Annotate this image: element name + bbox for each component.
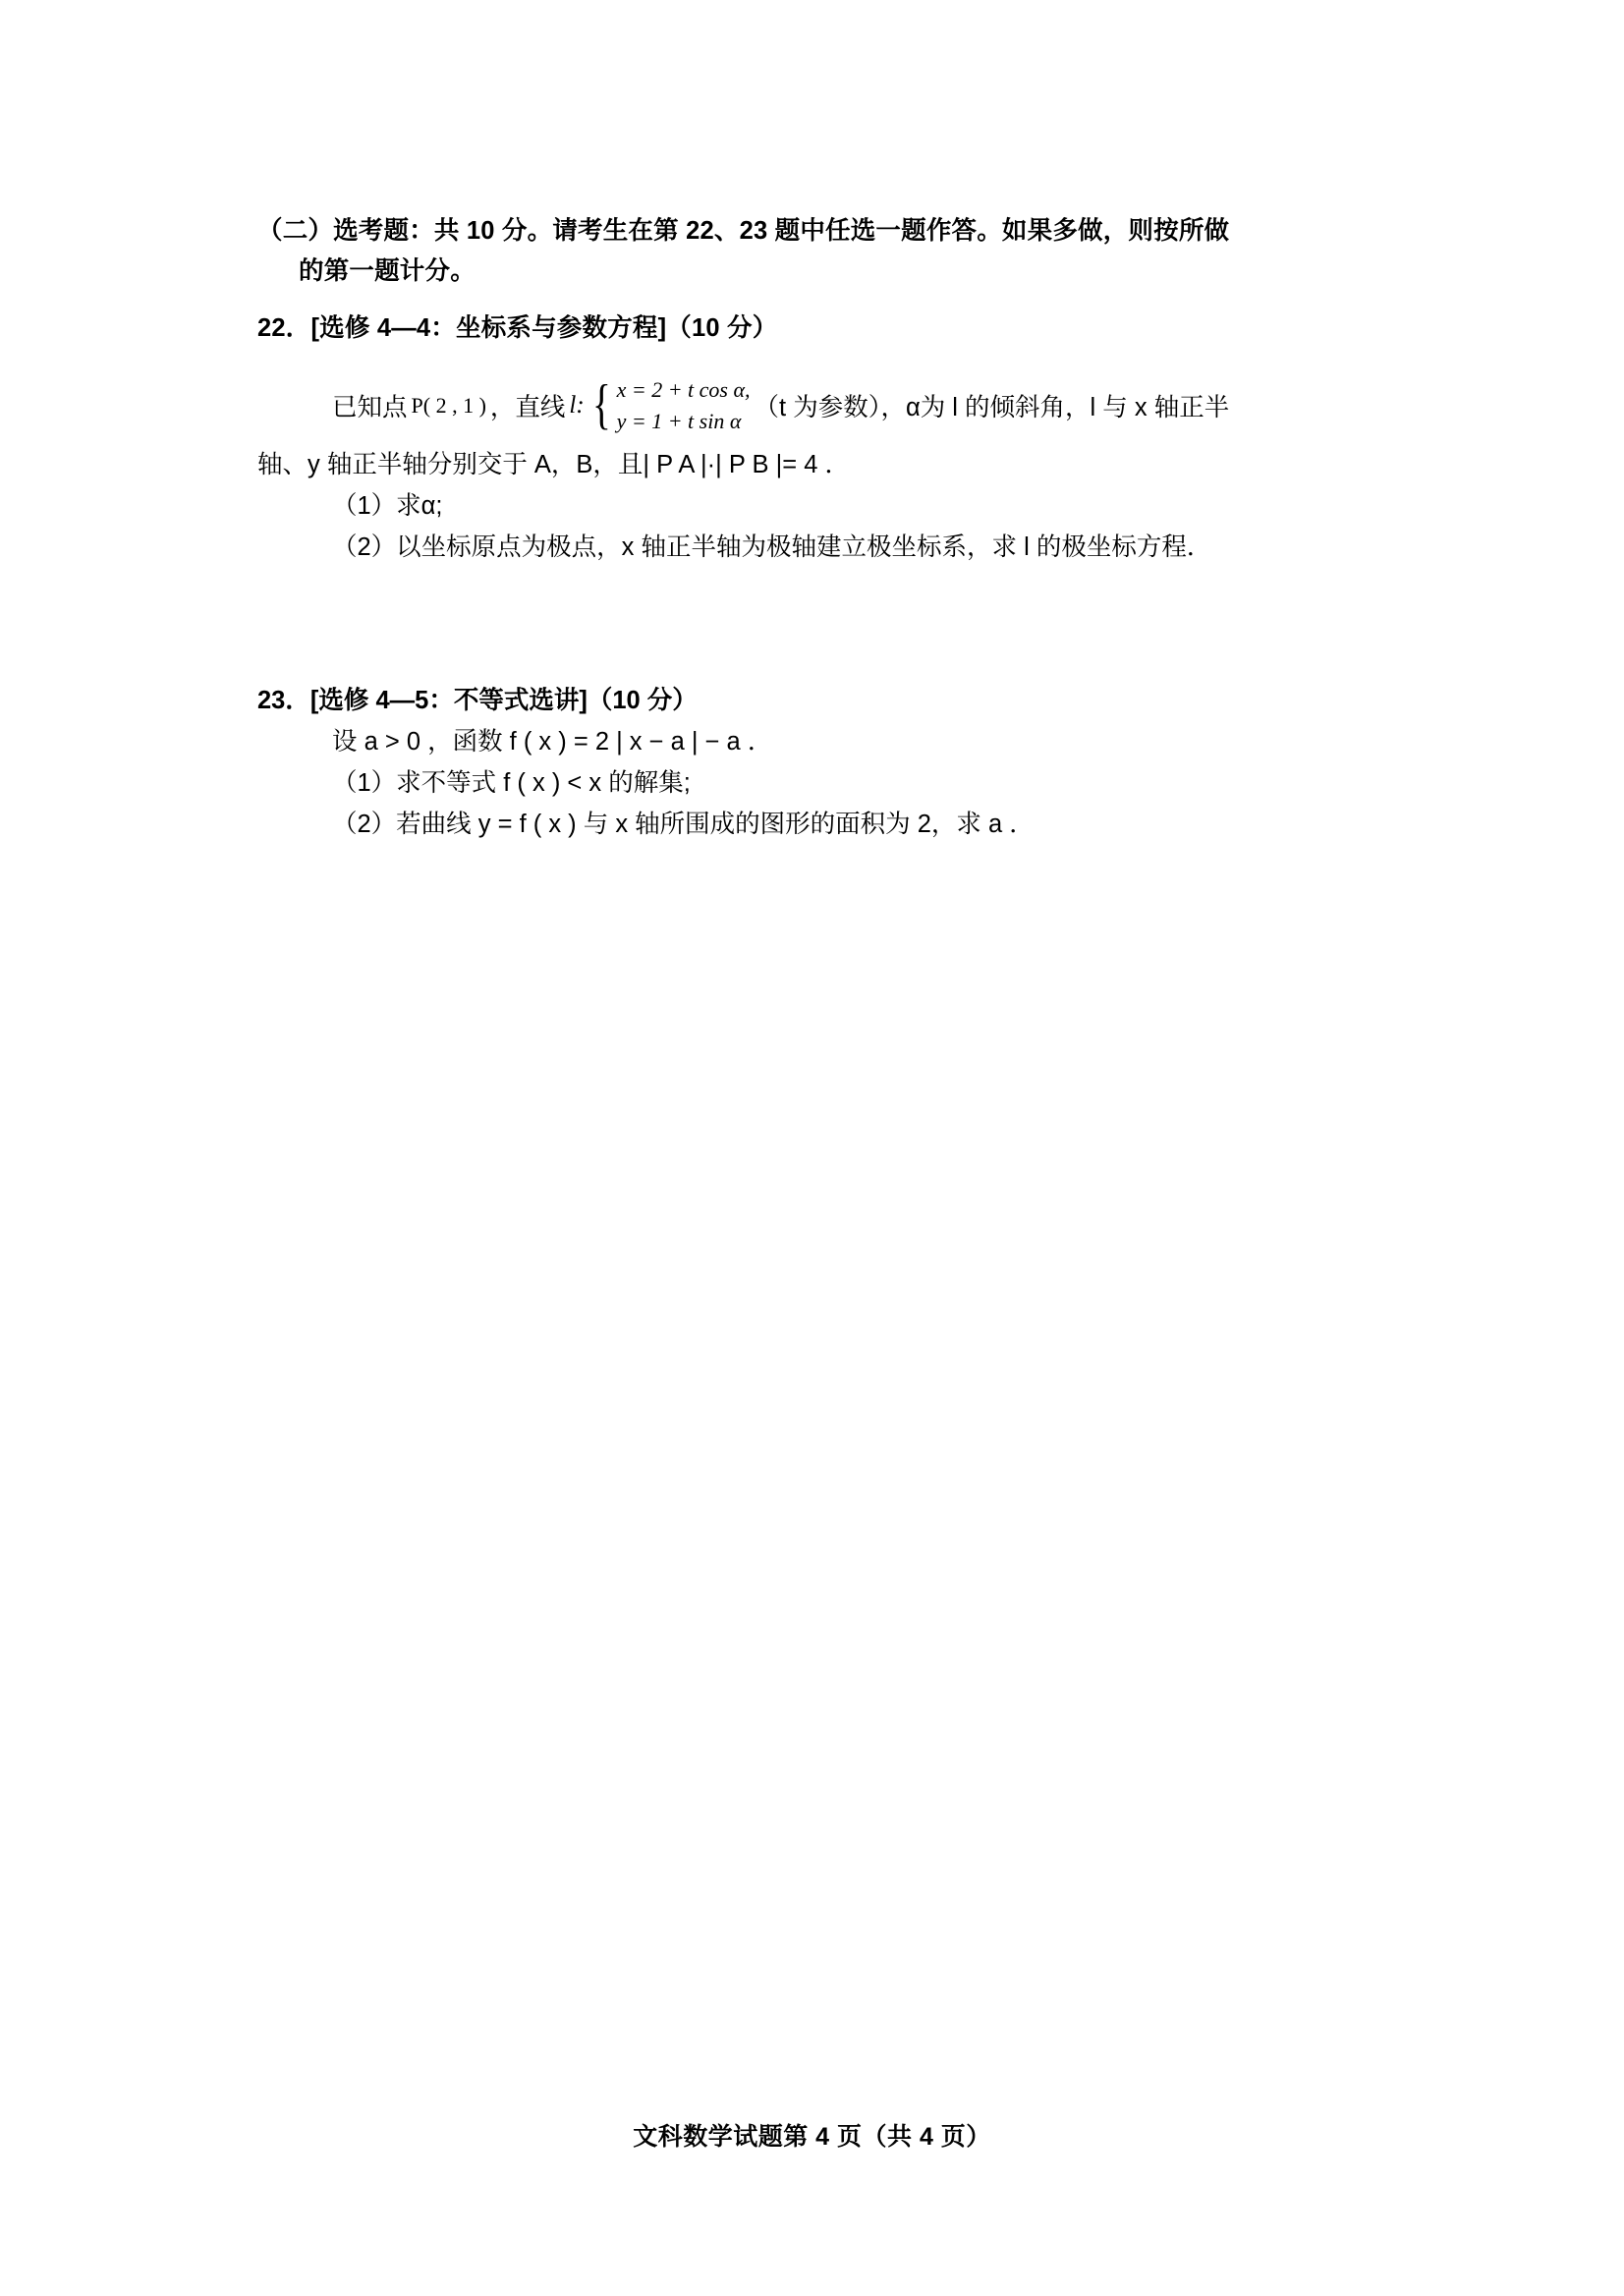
q22-stem-prefix: 已知点 xyxy=(332,393,408,421)
question-22-title-text: [选修 4—4：坐标系与参数方程]（10 分） xyxy=(310,313,778,342)
question-23-title-text: [选修 4—5：不等式选讲]（10 分） xyxy=(309,686,698,714)
question-23-dot: ． xyxy=(285,686,310,714)
question-22-stem-line1 xyxy=(332,374,1387,437)
question-22-sub2: （2）以坐标原点为极点，x 轴正半轴为极轴建立极坐标系，求 l 的极坐标方程． xyxy=(332,532,1212,561)
section-header-line2: 的第一题计分。 xyxy=(299,257,476,286)
question-22-stem-line2: 轴、y 轴正半轴分别交于 A，B，且| P A |·| P B |= 4 ． xyxy=(257,450,850,478)
question-23-sub2: （2）若曲线 y = f ( x ) 与 x 轴所围成的图形的面积为 2，求 a ． xyxy=(332,810,1035,838)
q22-param-eq-row1: x = 2 + t cos α, xyxy=(616,376,751,402)
q22-point: P( 2 , 1 ) xyxy=(411,392,486,418)
question-22-sub1: （1）求α; xyxy=(332,491,443,520)
question-22-dot: ． xyxy=(285,313,311,342)
question-22-title xyxy=(257,308,1387,349)
question-22-number: 22 xyxy=(257,313,286,342)
section-header-line1: （二）选考题：共 10 分。请考生在第 22、23 题中任选一题作答。如果多做，则按所做 xyxy=(257,217,1230,245)
question-23-number: 23 xyxy=(257,686,286,714)
question-23-title xyxy=(257,681,1387,716)
page-content xyxy=(257,211,1387,840)
q22-param-eq-row2: y = 1 + t sin α xyxy=(616,408,742,433)
q22-line-label: l: xyxy=(569,391,585,419)
page-footer: 文科数学试题第 4 页（共 4 页） xyxy=(633,2123,991,2151)
q22-stem-mid: ，直线 xyxy=(489,393,566,421)
q22-stem-after-brace: （t 为参数），α为 l 的倾斜角，l 与 x 轴正半 xyxy=(754,393,1230,421)
question-23-sub1: （1）求不等式 f ( x ) < x 的解集; xyxy=(332,768,691,797)
left-brace-glyph: { xyxy=(591,374,611,436)
q22-parametric-system xyxy=(588,374,751,437)
question-23-stem: 设 a > 0 ，函数 f ( x ) = 2 | x − a | − a ． xyxy=(332,727,773,756)
